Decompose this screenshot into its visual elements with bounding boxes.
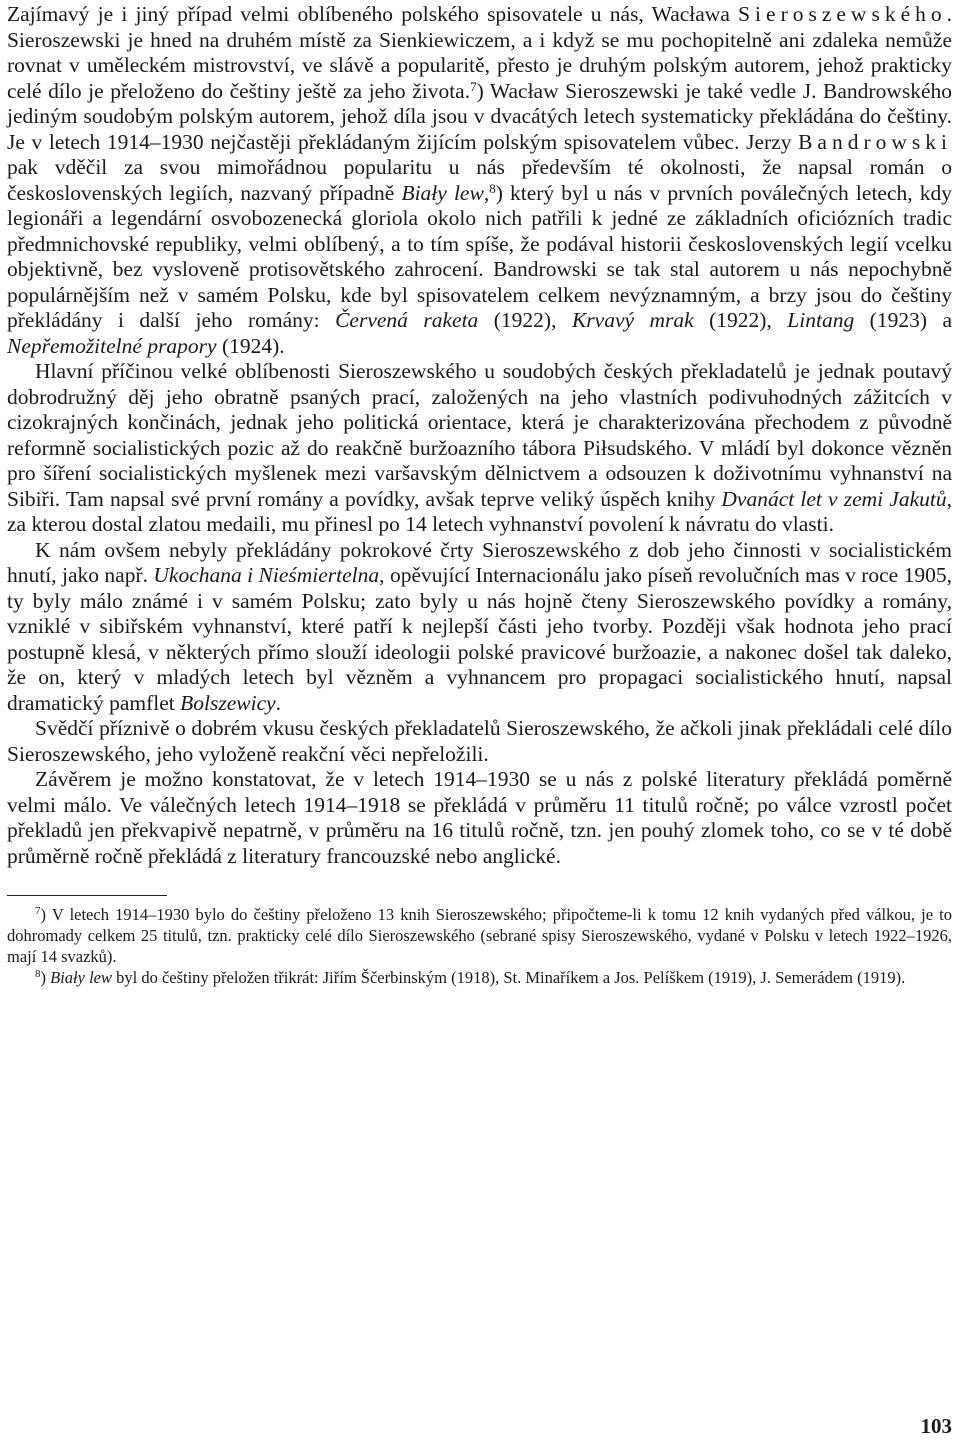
main-text — [7, 2, 952, 869]
text-run: byl do češtiny přeložen třikrát: Jiřím Ščerbinským (1918), St. Minaříkem a Jos. Pelíškem (1919), J. Semerádem (1919). — [111, 968, 906, 987]
paragraph — [7, 538, 952, 717]
footnote-marker: 7 — [35, 905, 41, 917]
italic-title: Nepřemožitelné prapory — [7, 333, 217, 358]
text-run: ) který byl u nás v prvních poválečných letech, kdy legionáři a legendární osvobozenecká gloriola okolo nich patřili k jedné ze základních oficiózních tradic předmnichovské republiky, velmi oblíbený, a to tím spíše, že podával historii československých legií vcelku objektivně, bez vysloveně protisovětského zahrocení. Bandrowski se tak stal autorem u nás nepochybně populárnějším než v samém Polsku, kde byl spisovatelem celkem nevýznamným, a brzy jsou do češtiny překládány i další jeho romány: — [7, 180, 952, 332]
footnote-marker: 8 — [35, 968, 41, 980]
text-run: Zajímavý je i jiný případ velmi oblíbeného polského spisovatele u nás, Wacława — [7, 2, 739, 26]
paragraph — [7, 767, 952, 869]
paragraph — [7, 716, 952, 767]
footnote-divider — [7, 895, 167, 896]
italic-title: Biały lew — [50, 968, 112, 987]
footnote — [7, 904, 952, 967]
italic-title: Bolszewicy — [180, 690, 276, 715]
text-run: Hlavní příčinou velké oblíbenosti Sieroszewského u soudobých českých překladatelů je jednak poutavý dobrodružný děj jeho obratně psaných prací, založených na jeho vlastních podivuhodných zážitcích v cizokrajných končinách, jednak jeho politická orientace, která je charakterizována přechodem z původně reformně socialistických pozic až do reakčně buržoazního tábora Piłsudského. V mládí byl dokonce vězněn pro šíření socialistických myšlenek mezi varšavským dělnictvem a odsouzen k doživotnímu vyhnanství na Sibiři. Tam napsal své první romány a povídky, avšak teprve veliký úspěch knihy — [7, 359, 952, 511]
text-run: (1922), — [693, 308, 788, 332]
text-run: . Sieroszewski je hned na druhém místě za Sienkiewiczem, a i když se mu pochopitelně ani zdaleka nemůže rovnat v uměleckém mistrovství, ve slávě a popularitě, přesto je druhým polským autorem, jehož prakticky celé dílo je přeloženo do češtiny ještě za jeho života. — [7, 2, 952, 103]
italic-title: Biały lew — [401, 180, 484, 205]
text-run: , — [483, 180, 490, 205]
text-run: Svědčí příznivě o dobrém vkusu českých překladatelů Sieroszewského, že ačkoli jinak překládali celé dílo Sieroszewského, jeho vyloženě reakční věci nepřeložili. — [7, 716, 952, 766]
text-run: pak vděčil za svou mimořádnou popularitu u nás především té okolnosti, že napsal román o československých legiích, nazvaný případně — [7, 155, 952, 205]
text-run: (1922), — [478, 308, 572, 332]
text-run: , opěvující Internacionálu jako píseň revolučních mas v roce 1905, ty byly málo známé i v samém Polsku; zato byly u nás hojně čteny Sieroszewského povídky a romány, vzniklé v sibiřském vyhnanství, které patří k nejlepší části jeho tvorby. Později však hodnota jeho prací postupně klesá, v některých přímo slouží ideologii polské pravicové buržoazie, a nakonec došel tak daleko, že on, který v mladých letech byl vězněm a vyhnancem pro propagaci socialistického hnutí, napsal dramatický pamflet — [7, 563, 952, 715]
text-run: Závěrem je možno konstatovat, že v letech 1914–1930 se u nás z polské literatury překládá poměrně velmi málo. Ve válečných letech 1914–1918 se překládá v průměru 11 titulů ročně; po válce vzrostl počet překladů jen překvapivě nepatrně, v průměru na 16 titulů ročně, tzn. jen pouhý zlomek toho, co se v té době průměrně ročně překládá z literatury francouzské nebo anglické. — [7, 767, 952, 868]
italic-title: Krvavý mrak — [571, 308, 694, 332]
footnotes — [7, 904, 952, 988]
footnote-marker: 7 — [470, 78, 477, 94]
italic-title: Lintang — [787, 308, 855, 332]
text-run: ) Wacław Sieroszewski je také vedle J. Bandrowského jediným soudobým polským autorem, jehož díla jsou v dvacátých letech systematicky překládána do češtiny. Je v letech 1914–1930 nejčastěji překládaným žijícím polským spisovatelem vůbec. Jerzy — [7, 78, 952, 154]
italic-title: Červená raketa — [335, 308, 479, 332]
footnote — [7, 967, 952, 988]
text-run: , za kterou dostal zlatou medaili, mu přinesl po 14 letech vyhnanství povolení k návratu do vlasti. — [7, 486, 952, 536]
spaced-name: Sieroszewského — [738, 2, 947, 26]
text-run: (1924). — [216, 333, 285, 358]
italic-title: Dvanáct let v zemi Jakutů — [721, 486, 947, 511]
text-run: ) — [40, 968, 51, 987]
italic-title: Ukochana i Nieśmiertelna — [153, 563, 380, 587]
text-run: K nám ovšem nebyly překládány pokrokové črty Sieroszewského z dob jeho činnosti v socialistickém hnutí, jako např. — [7, 537, 952, 587]
text-run: ) V letech 1914–1930 bylo do češtiny přeloženo 13 knih Sieroszewského; připočteme-li k tomu 12 knih vydaných před válkou, je to dohromady celkem 25 titulů, tzn. prakticky celé dílo Sieroszewského (sebrané spisy Sieroszewského, vydané v Polsku v letech 1922–1926, mají 14 svazků). — [7, 905, 952, 966]
paragraph — [7, 359, 952, 538]
spaced-name: Bandrowski — [798, 129, 952, 154]
footnote-marker: 8 — [489, 180, 496, 196]
text-run: . — [275, 690, 282, 715]
page-number: 103 — [920, 1414, 952, 1438]
text-run: (1923) a — [854, 308, 952, 332]
paragraph — [7, 2, 952, 359]
